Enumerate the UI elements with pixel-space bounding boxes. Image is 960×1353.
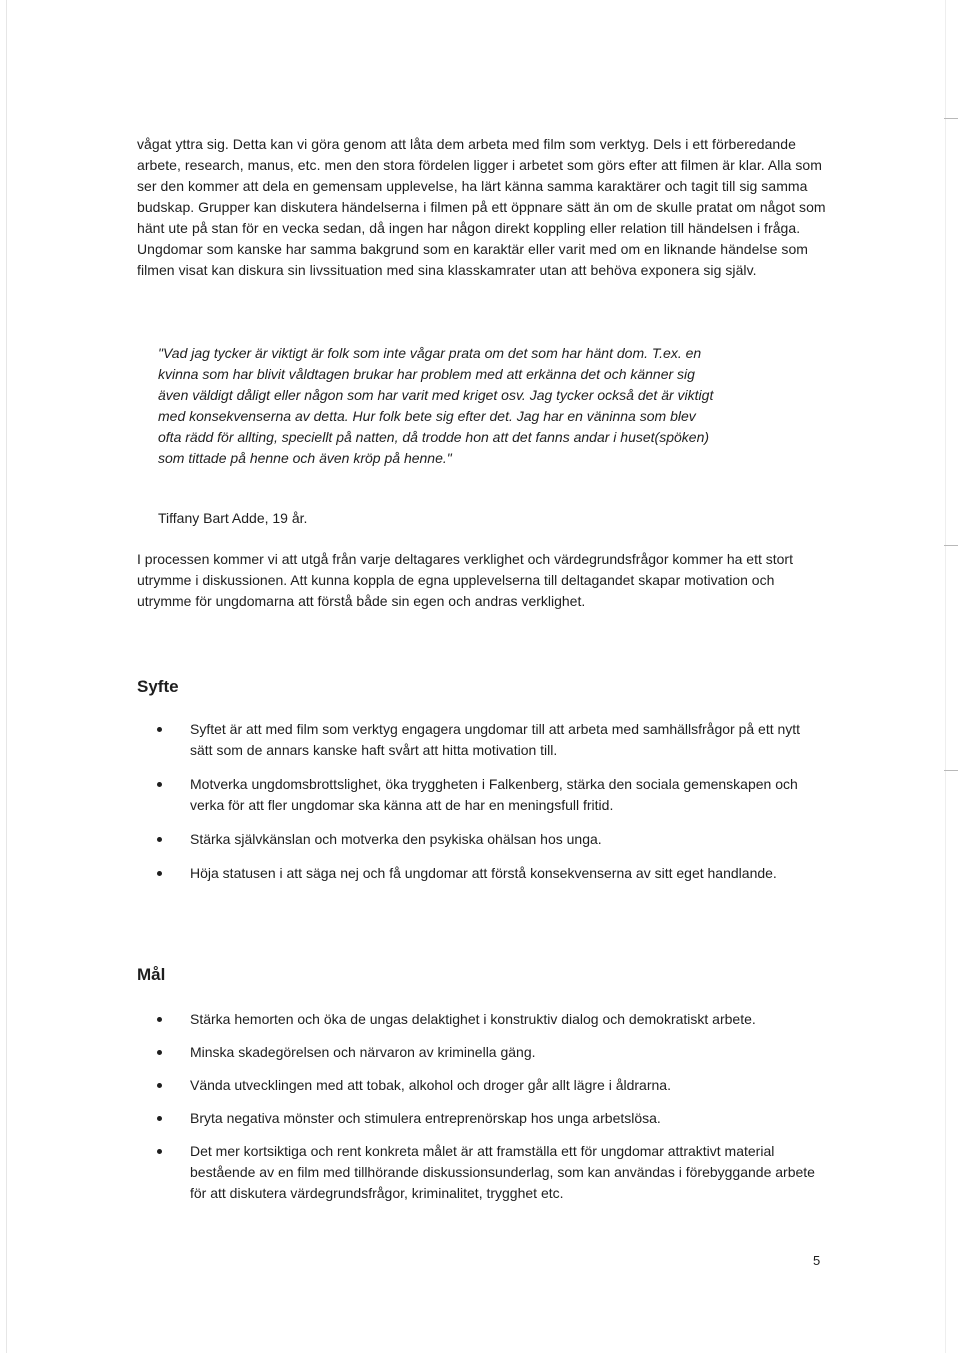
list-item — [155, 863, 825, 884]
list-item — [155, 1141, 825, 1204]
bullet-icon — [157, 727, 162, 732]
list-item-text: Syftet är att med film som verktyg engagera ungdomar till att arbeta med samhällsfrågor på ett nytt sätt som de annars kanske haft svårt att hitta motivation till. — [190, 721, 801, 758]
scan-mark — [944, 770, 958, 771]
scan-edge-left — [6, 0, 7, 1353]
syfte-heading: Syfte — [137, 677, 179, 696]
bullet-icon — [157, 1116, 162, 1121]
list-item-text: Höja statusen i att säga nej och få ungdomar att förstå konsekvenserna av sitt eget handlande. — [190, 865, 777, 881]
list-item-text: Stärka hemorten och öka de ungas delaktighet i konstruktiv dialog och demokratiskt arbete. — [190, 1011, 756, 1027]
intro-paragraph: vågat yttra sig. Detta kan vi göra genom att låta dem arbeta med film som verktyg. Dels i ett förberedande arbete, research, manus, etc. men den stora fördelen ligger i arbetet som görs efter att filmen är klar. Alla som ser den kommer att dela en gemensam upplevelse, ha lärt känna samma karaktärer och tagit till sig samma budskap. Grupper kan diskutera händelserna i filmen på ett öppnare sätt än om de skulle pratat om något som hänt ute på stan för en vecka sedan, då ingen har någon direkt koppling eller relation till händelsen i fråga. Ungdomar som kanske har samma bakgrund som en karaktär eller varit med om en liknande händelse som filmen visat kan diskura sin livssituation med sina klasskamrater utan att behöva exponera sig själv. — [137, 136, 826, 278]
bullet-icon — [157, 1050, 162, 1055]
list-item-text: Motverka ungdomsbrottslighet, öka tryggheten i Falkenberg, stärka den sociala gemenskapen och verka för att fler ungdomar ska känna att de har en meningsfull fritid. — [190, 776, 798, 813]
list-item-text: Det mer kortsiktiga och rent konkreta målet är att framställa ett för ungdomar attraktivt material bestående av en film med tillhörande diskussionsunderlag, som kan användas i förebyggande arbete för att diskutera värdegrundsfrågor, kriminalitet, trygghet etc. — [190, 1143, 815, 1201]
bullet-icon — [157, 1017, 162, 1022]
list-item-text: Minska skadegörelsen och närvaron av kriminella gäng. — [190, 1044, 536, 1060]
quote-text: "Vad jag tycker är viktigt är folk som inte vågar prata om det som har hänt dom. T.ex. en kvinna som har blivit våldtagen brukar har problem med att erkänna det och känner sig även väldigt dåligt eller någon som har varit med kriget osv. Jag tycker också det är viktigt med konsekvenserna av detta. Hur folk bete sig efter det. Jag har en väninna som blev ofta rädd för allting, speciellt på natten, då trodde hon att det fanns andar i huset(spöken) som tittade på henne och även kröp på henne." — [158, 345, 714, 466]
process-paragraph: I processen kommer vi att utgå från varje deltagares verklighet och värdegrundsfrågor kommer ha ett stort utrymme i diskussionen. Att kunna koppla de egna upplevelserna till deltagandet skapar motivation och utrymme för ungdomarna att förstå både sin egen och andras verklighet. — [137, 551, 793, 609]
mal-list — [155, 1009, 825, 1204]
list-item — [155, 829, 825, 850]
syfte-list — [155, 719, 825, 884]
page-number: 5 — [813, 1253, 821, 1268]
list-item — [155, 719, 825, 761]
bullet-icon — [157, 837, 162, 842]
list-item-text: Bryta negativa mönster och stimulera entreprenörskap hos unga arbetslösa. — [190, 1110, 661, 1126]
bullet-icon — [157, 871, 162, 876]
list-item-text: Stärka självkänslan och motverka den psykiska ohälsan hos unga. — [190, 831, 602, 847]
bullet-icon — [157, 1083, 162, 1088]
list-item — [155, 1108, 825, 1129]
list-item — [155, 1042, 825, 1063]
list-item — [155, 774, 825, 816]
scan-mark — [944, 118, 958, 119]
scan-mark — [944, 545, 958, 546]
quote-attribution: Tiffany Bart Adde, 19 år. — [158, 510, 308, 526]
list-item — [155, 1075, 825, 1096]
list-item-text: Vända utvecklingen med att tobak, alkohol och droger går allt lägre i åldrarna. — [190, 1077, 671, 1093]
bullet-icon — [157, 1149, 162, 1154]
list-item — [155, 1009, 825, 1030]
scan-edge-right — [945, 0, 946, 1353]
bullet-icon — [157, 782, 162, 787]
mal-heading: Mål — [137, 965, 166, 984]
